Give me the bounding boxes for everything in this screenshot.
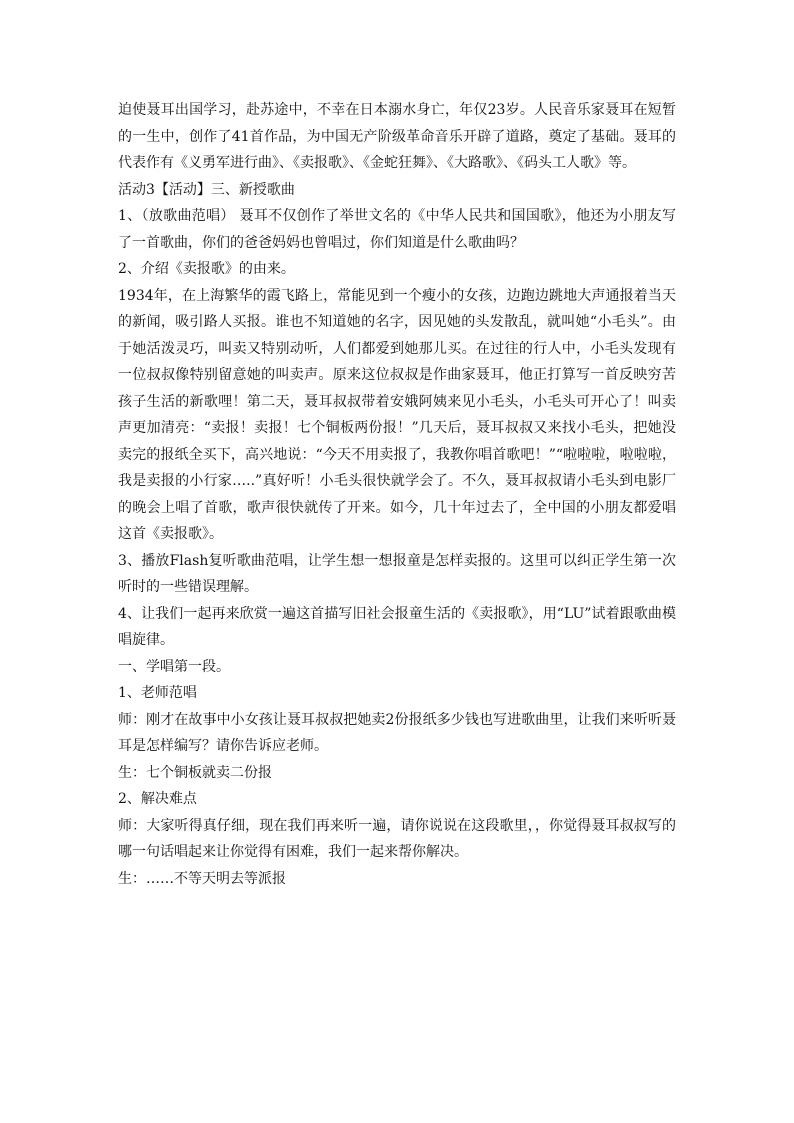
paragraph-biography: 迫使聂耳出国学习，赴苏途中，不幸在日本溺水身亡，年仅23岁。人民音乐家聂耳在短暂的一生中，创作了41首作品，为中国无产阶级革命音乐开辟了道路，奠定了基础。聂耳的代表作有《义勇军进行曲》、《卖报歌》、《金蛇狂舞》、《大路歌》、《码头工人歌》等。 xyxy=(118,102,676,171)
paragraph-student-answer-1: 生：七个铜板就卖二份报 xyxy=(118,764,272,781)
paragraph-step-2: 2、介绍《卖报歌》的由来。 xyxy=(118,261,295,277)
paragraph-step-4: 4、让我们一起再来欣赏一遍这首描写旧社会报童生活的《卖报歌》，用“LU”试着跟歌曲模唱旋律。 xyxy=(118,605,676,648)
paragraph-activity-heading: 活动3【活动】三、新授歌曲 xyxy=(118,181,295,198)
paragraph-step-1: 1、（放歌曲范唱） 聂耳不仅创作了举世文名的《中华人民共和国国歌》，他还为小朋友写了一首歌曲，你们的爸爸妈妈也曾唱过，你们知道是什么歌曲吗？ xyxy=(118,208,676,251)
paragraph-teacher-demo: 1、老师范唱 xyxy=(118,685,197,701)
paragraph-story: 1934年，在上海繁华的霞飞路上，常能见到一个瘦小的女孩，边跑边跳地大声通报着当天的新闻，吸引路人买报。谁也不知道她的名字，因见她的头发散乱，就叫她“小毛头”。由于她活泼灵巧，叫卖又特别动听，人们都爱到她那儿买。在过往的行人中，小毛头发现有一位叔叔像特别留意她的叫卖声。原来这位叔叔是作曲家聂耳，他正打算写一首反映穷苦孩子生活的新歌哩！第二天，聂耳叔叔带着安娥阿姨来见小毛头，小毛头可开心了！叫卖声更加清亮：“卖报！卖报！七个铜板两份报！”几天后，聂耳叔叔又来找小毛头，把她没卖完的报纸全买下，高兴地说：“今天不用卖报了，我教你唱首歌吧！”“啦啦啦，啦啦啦，我是卖报的小行家…..”真好听！小毛头很快就学会了。不久，聂耳叔叔请小毛头到电影厂的晚会上唱了首歌，歌声很快就传了开来。如今，几十年过去了，全中国的小朋友都爱唱这首《卖报歌》。 xyxy=(118,287,676,542)
paragraph-student-answer-2: 生：……不等天明去等派报 xyxy=(118,870,286,887)
paragraph-step-3: 3、播放Flash复听歌曲范唱，让学生想一想报童是怎样卖报的。这里可以纠正学生第一次听时的一些错误理解。 xyxy=(118,552,676,595)
document-page xyxy=(118,97,676,892)
paragraph-teacher-question-1: 师：刚才在故事中小女孩让聂耳叔叔把她卖2份报纸多少钱也写进歌曲里，让我们来听听聂耳是怎样编写？请你告诉应老师。 xyxy=(118,711,676,754)
paragraph-section-one: 一、学唱第一段。 xyxy=(118,658,230,675)
paragraph-difficulty-heading: 2、解决难点 xyxy=(118,791,197,807)
paragraph-teacher-question-2: 师：大家听得真仔细，现在我们再来听一遍，请你说说在这段歌里，，你觉得聂耳叔叔写的哪一句话唱起来让你觉得有困难，我们一起来帮你解决。 xyxy=(118,817,676,860)
